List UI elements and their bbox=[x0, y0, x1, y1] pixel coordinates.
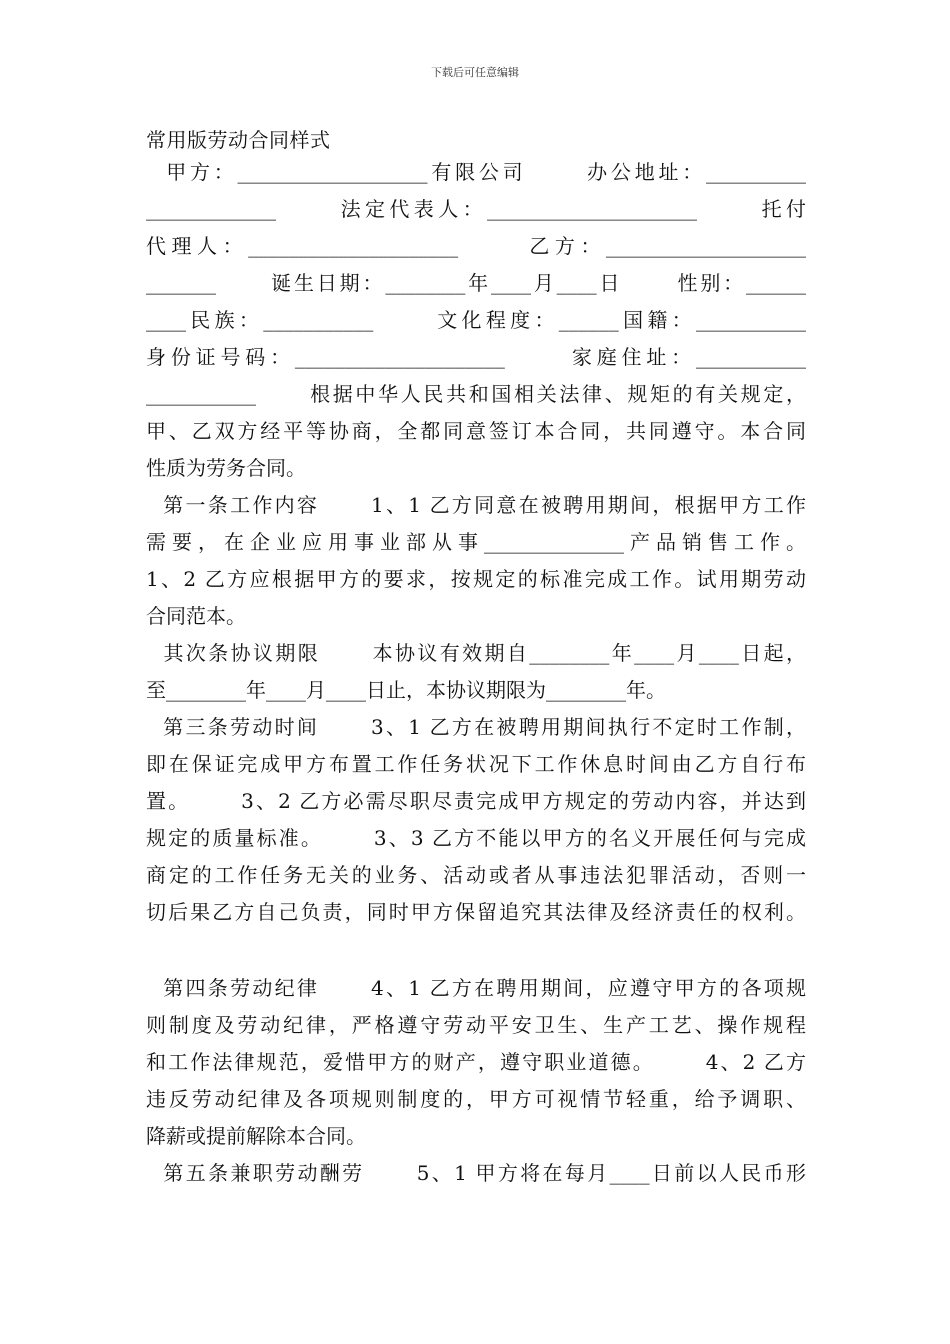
text-line: 其次条协议期限 本协议有效期自________年____月____日起， bbox=[146, 641, 806, 665]
text-line: 违反劳动纪律及各项规则制度的，甲方可视情节轻重，给予调职、 bbox=[146, 1087, 806, 1111]
text-line: 需要，在企业应用事业部从事______________产品销售工作。 bbox=[146, 530, 806, 554]
page-header: 下载后可任意编辑 bbox=[431, 66, 519, 79]
text-line: 第三条劳动时间 3、1 乙方在被聘用期间执行不定时工作制， bbox=[146, 715, 806, 739]
text-line: 第五条兼职劳动酬劳 5、1 甲方将在每月____日前以人民币形 bbox=[146, 1161, 806, 1185]
text-line: 至________年____月____日止，本协议期限为________年。 bbox=[146, 678, 666, 702]
document-title: 常用版劳动合同样式 bbox=[146, 128, 331, 152]
text-line: _______ 诞生日期：________年____月____日 性别：______ bbox=[146, 271, 806, 295]
text-line: 性质为劳务合同。 bbox=[146, 456, 306, 480]
text-line: _____________ 法定代表人：_____________________ 托付 bbox=[146, 197, 806, 221]
text-line: 甲、乙双方经平等协商，全都同意签订本合同，共同遵守。本合同 bbox=[146, 419, 806, 443]
text-line: 第四条劳动纪律 4、1 乙方在聘用期间，应遵守甲方的各项规 bbox=[146, 976, 806, 1000]
text-line: 身份证号码：_____________________ 家庭住址：___________ bbox=[146, 345, 806, 369]
blank-line bbox=[146, 931, 806, 967]
text-line: 合同范本。 bbox=[146, 604, 246, 628]
text-line: 即在保证完成甲方布置工作任务状况下工作休息时间由乙方自行布 bbox=[146, 752, 806, 776]
text-line: 甲方：___________________有限公司 办公地址：__________ bbox=[146, 160, 806, 184]
text-line: 第一条工作内容 1、1 乙方同意在被聘用期间，根据甲方工作 bbox=[146, 493, 806, 517]
text-line: 商定的工作任务无关的业务、活动或者从事违法犯罪活动，否则一 bbox=[146, 863, 806, 887]
text-line: 规定的质量标准。 3、3 乙方不能以甲方的名义开展任何与完成 bbox=[146, 826, 806, 850]
text-line: 置。 3、2 乙方必需尽职尽责完成甲方规定的劳动内容，并达到 bbox=[146, 789, 806, 813]
text-line: ____民族：___________ 文化程度：______国籍：___________ bbox=[146, 308, 806, 332]
text-line: 1、2 乙方应根据甲方的要求，按规定的标准完成工作。试用期劳动 bbox=[146, 567, 806, 591]
text-line: 代理人：_____________________ 乙方：____________________ bbox=[146, 234, 806, 258]
text-line: 降薪或提前解除本合同。 bbox=[146, 1124, 366, 1148]
text-line: 切后果乙方自己负责，同时甲方保留追究其法律及经济责任的权利。 bbox=[146, 900, 806, 924]
text-line: 则制度及劳动纪律，严格遵守劳动平安卫生、生产工艺、操作规程 bbox=[146, 1013, 806, 1037]
text-line: 和工作法律规范，爱惜甲方的财产，遵守职业道德。 4、2 乙方 bbox=[146, 1050, 806, 1074]
text-line: ___________ 根据中华人民共和国相关法律、规矩的有关规定， bbox=[146, 382, 806, 406]
